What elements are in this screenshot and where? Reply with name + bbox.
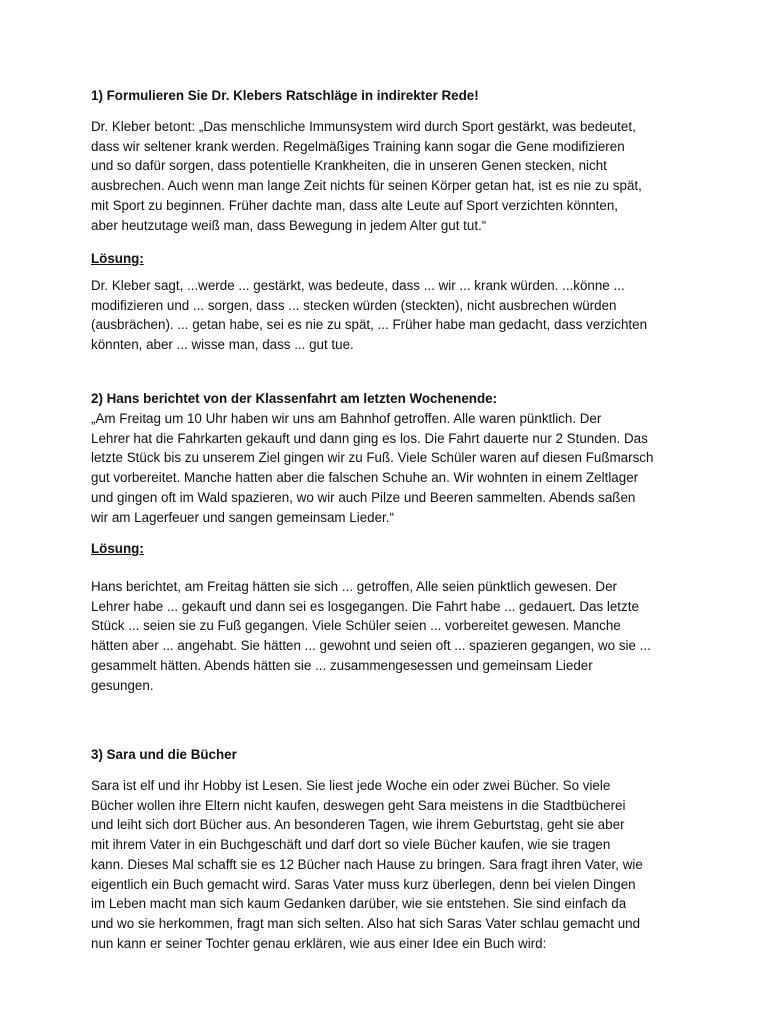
section-1-loesung-block [91, 276, 691, 355]
section-1-text-block [91, 117, 691, 235]
section-1-loesung-paragraph: Dr. Kleber sagt, ...werde ... gestärkt, was bedeute, dass ... wir ... krank würden. ...könne ... modifizieren und ... sorgen, dass ... stecken würden (steckten), nicht ausbrechen würden (ausbrächen). ... getan habe, sei es nie zu spät, ... Früher habe man gedacht, dass verzichten könnten, aber ... wisse man, dass ... gut tue. [91, 278, 648, 353]
section-2-loesung-label: Lösung: [91, 541, 144, 556]
section-2-loesung-paragraph: Hans berichtet, am Freitag hätten sie sich ... getroffen, Alle seien pünktlich gewesen. Der Lehrer habe ... gekauft und dann sei es losgegangen. Die Fahrt habe ... gedauert. Das letzte Stück ... seien sie zu Fuß gegangen. Viele Schüler seien ... vorbereitet gewesen. Manche hätten aber ... angehabt. Sie hätten ... gewohnt und seien oft ... spazieren gegangen, wo sie ... gesammelt hätten. Abends hätten sie ... zusammengesessen und gemeinsam Lieder gesungen. [91, 579, 651, 693]
section-2-loesung-block [91, 577, 691, 695]
section-3-text-block [91, 776, 691, 953]
section-3-title: 3) Sara und die Bücher [91, 747, 237, 762]
section-2-text-block [91, 409, 691, 527]
section-2-title: 2) Hans berichtet von der Klassenfahrt am letzten Wochenende: [91, 391, 498, 406]
section-3-heading [91, 745, 691, 765]
section-1-title: 1) Formulieren Sie Dr. Klebers Ratschläge in indirekter Rede! [91, 88, 479, 103]
section-2-paragraph: „Am Freitag um 10 Uhr haben wir uns am Bahnhof getroffen. Alle waren pünktlich. Der Lehrer hat die Fahrkarten gekauft und dann ging es los. Die Fahrt dauerte nur 2 Stunden. Das letzte Stück bis zu unserem Ziel gingen wir zu Fuß. Viele Schüler waren auf diesen Fußmarsch gut vorbereitet. Manche hatten aber die falschen Schuhe an. Wir wohnten in einem Zeltlager und gingen oft im Wald spazieren, wo wir auch Pilze und Beeren sammelten. Abends saßen wir am Lagerfeuer und sangen gemeinsam Lieder.“ [91, 411, 654, 525]
section-1-loesung [91, 249, 691, 269]
section-1-heading [91, 86, 691, 106]
section-3-paragraph: Sara ist elf und ihr Hobby ist Lesen. Sie liest jede Woche ein oder zwei Bücher. So viele Bücher wollen ihre Eltern nicht kaufen, deswegen geht Sara meistens in die Stadtbücherei und leiht sich dort Bücher aus. An besonderen Tagen, wie ihrem Geburtstag, geht sie aber mit ihrem Vater in ein Buchgeschäft und darf dort so viele Bücher kaufen, wie sie tragen kann. Dieses Mal schafft sie es 12 Bücher nach Hause zu bringen. Sara fragt ihren Vater, wie eigentlich ein Buch gemacht wird. Saras Vater muss kurz überlegen, denn bei vielen Dingen im Leben macht man sich kaum Gedanken darüber, wie sie entstehen. Sie sind einfach da und wo sie herkommen, fragt man sich selten. Also hat sich Saras Vater schlau gemacht und nun kann er seiner Tochter genau erklären, wie aus einer Idee ein Buch wird: [91, 778, 643, 951]
section-2-loesung [91, 539, 691, 559]
section-1-paragraph: Dr. Kleber betont: „Das menschliche Immunsystem wird durch Sport gestärkt, was bedeutet, dass wir seltener krank werden. Regelmäßiges Training kann sogar die Gene modifizieren und so dafür sorgen, dass potentielle Krankheiten, die in unseren Genen stecken, nicht ausbrechen. Auch wenn man lange Zeit nichts für seinen Körper getan hat, ist es nie zu spät, mit Sport zu beginnen. Früher dachte man, dass alte Leute auf Sport verzichten könnten, aber heutzutage weiß man, dass Bewegung in jedem Alter gut tut.“ [91, 119, 642, 233]
section-2-heading [91, 389, 691, 409]
section-1-loesung-label: Lösung: [91, 251, 144, 266]
